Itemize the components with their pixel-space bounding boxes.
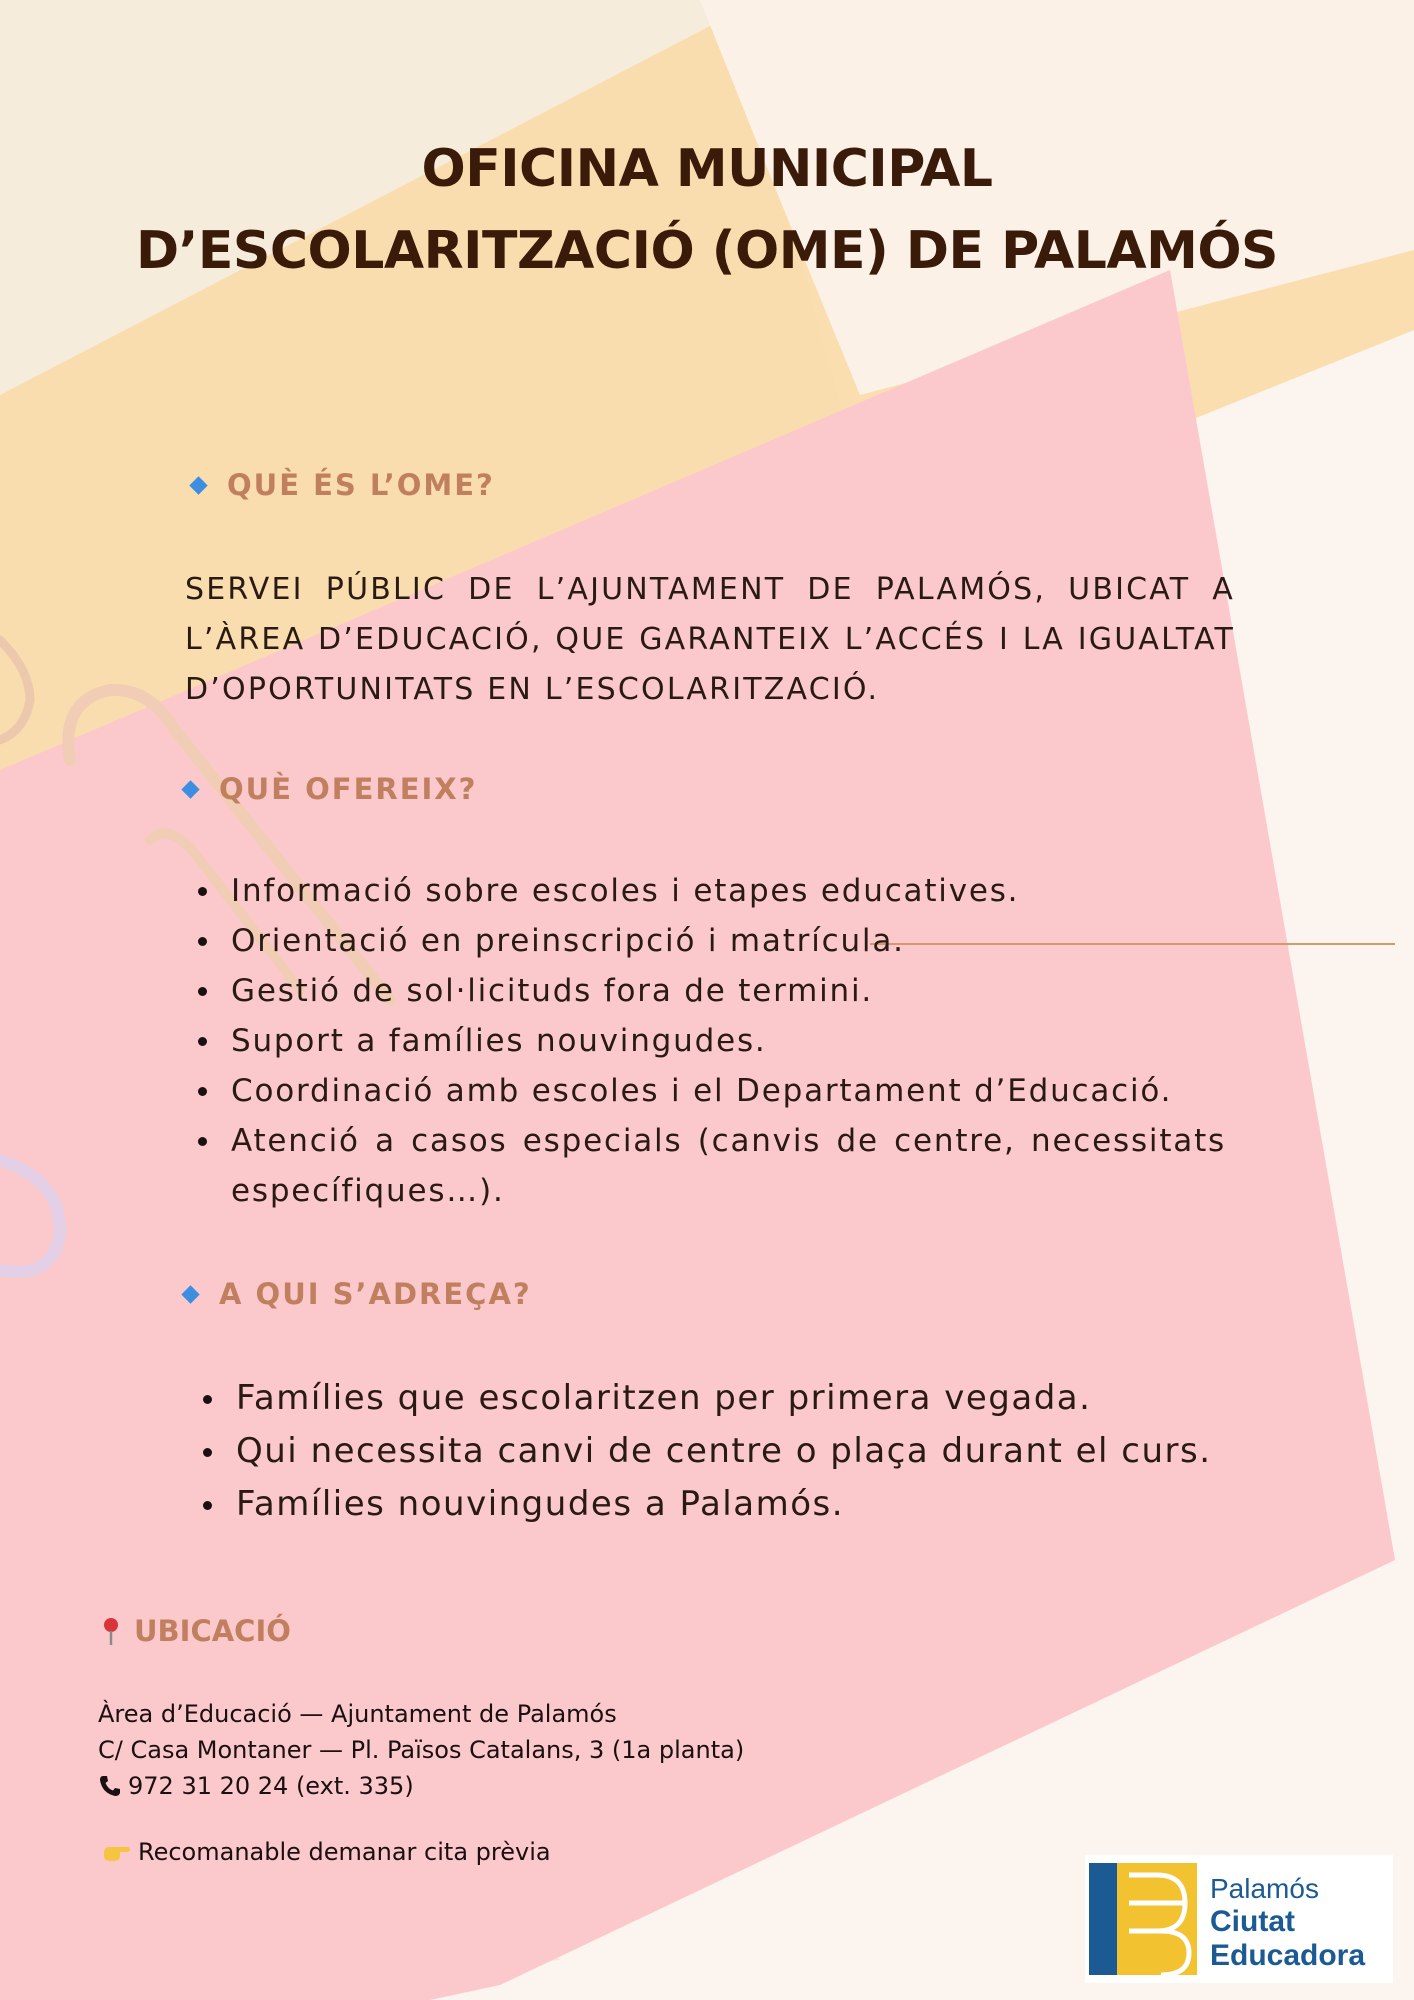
- logo-line-2: Ciutat: [1210, 1905, 1295, 1938]
- description-paragraph: SERVEI PÚBLIC DE L’AJUNTAMENT DE PALAMÓS, UBICAT A L’ÀREA D’EDUCACIÓ, QUE GARANTEIX L’ACCÉS I LA IGUALTAT D’OPORTUNITATS EN L’ESCOLARITZACIÓ.: [185, 572, 1235, 707]
- palamos-logo: [1085, 1855, 1393, 1983]
- offers-list: [231, 866, 1226, 1216]
- address-block: [98, 1696, 744, 1804]
- list-item: Informació sobre escoles i etapes educatives.: [231, 866, 1226, 916]
- heading-text: QUÈ OFEREIX?: [219, 772, 478, 806]
- page-title: [0, 128, 1414, 292]
- logo-line-3: Educadora: [1210, 1939, 1366, 1972]
- heading-text: QUÈ ÉS L’OME?: [227, 468, 495, 502]
- list-item: Gestió de sol·licituds fora de termini.: [231, 966, 1226, 1016]
- list-item: Atenció a casos especials (canvis de centre, necessitats específiques…).: [231, 1116, 1226, 1216]
- title-line-1: OFICINA MUNICIPAL: [421, 139, 993, 199]
- section-heading-que-es: [192, 468, 495, 502]
- phone-number[interactable]: 972 31 20 24 (ext. 335): [128, 1772, 414, 1800]
- address-line-2: C/ Casa Montaner — Pl. Països Catalans, 3 (1a planta): [98, 1736, 745, 1764]
- audience-list: [236, 1372, 1226, 1531]
- address-line-1: Àrea d’Educació — Ajuntament de Palamós: [98, 1700, 617, 1728]
- phone-line: [98, 1768, 744, 1804]
- logo-line-1: Palamós: [1210, 1873, 1319, 1904]
- list-item: Famílies que escolaritzen per primera vegada.: [236, 1372, 1226, 1425]
- logo-text: [1210, 1873, 1365, 1973]
- phone-icon: [98, 1774, 122, 1798]
- pointing-hand-icon: [102, 1840, 132, 1864]
- list-item: Famílies nouvingudes a Palamós.: [236, 1478, 1226, 1531]
- pin-icon: [100, 1616, 122, 1646]
- appointment-note: [102, 1838, 551, 1866]
- title-line-2: D’ESCOLARITZACIÓ (OME) DE PALAMÓS: [135, 221, 1279, 281]
- appointment-text: Recomanable demanar cita prèvia: [138, 1838, 551, 1866]
- diamond-bullet-icon: [181, 1285, 199, 1303]
- location-heading-text: UBICACIÓ: [134, 1614, 291, 1648]
- list-item: Coordinació amb escoles i el Departament d’Educació.: [231, 1066, 1226, 1116]
- list-item: Qui necessita canvi de centre o plaça durant el curs.: [236, 1425, 1226, 1478]
- diamond-bullet-icon: [189, 476, 207, 494]
- heading-text: A QUI S’ADREÇA?: [219, 1277, 532, 1311]
- location-heading: [100, 1614, 291, 1648]
- section-heading-que-ofereix: [184, 772, 478, 806]
- logo-mark-icon: [1085, 1855, 1205, 1983]
- list-item: Suport a famílies nouvingudes.: [231, 1016, 1226, 1066]
- section-heading-a-qui: [184, 1277, 532, 1311]
- diamond-bullet-icon: [181, 780, 199, 798]
- list-item: Orientació en preinscripció i matrícula.: [231, 916, 1226, 966]
